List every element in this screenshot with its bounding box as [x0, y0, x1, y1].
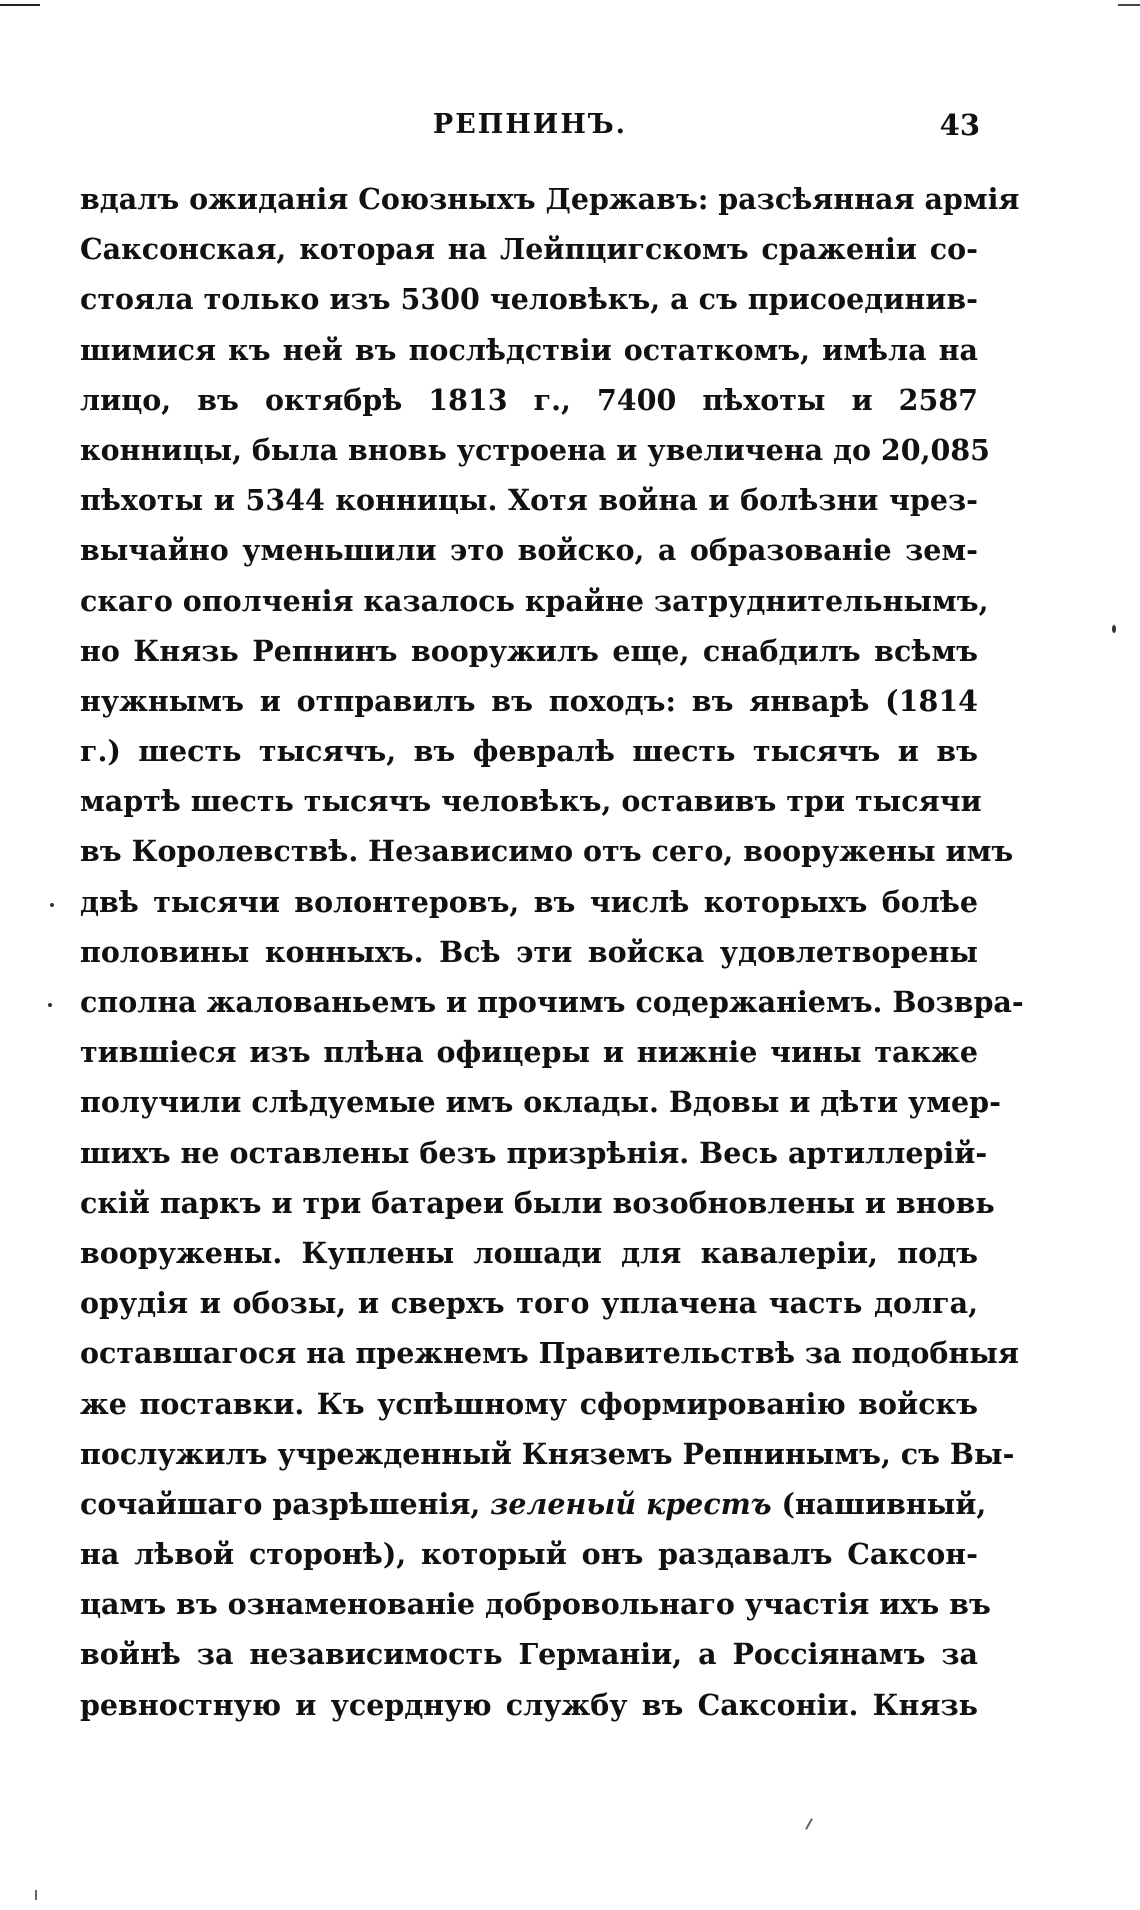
- text-line: мартѣ шесть тысячъ человѣкъ, оставивъ три тысячи: [80, 784, 982, 819]
- text-line: половины конныхъ. Всѣ эти войска удовлетворены: [80, 934, 978, 969]
- text-line: скаго ополченія казалось крайне затруднительнымъ,: [80, 583, 989, 618]
- scan-edge-mark-left: [0, 4, 40, 6]
- scan-mark: [35, 1890, 37, 1900]
- text-line: получили слѣдуемые имъ оклады. Вдовы и дѣти умер-: [80, 1085, 1001, 1120]
- text-line: цамъ въ ознаменованіе добровольнаго участія ихъ въ: [80, 1587, 991, 1622]
- scan-speck: [1112, 625, 1116, 633]
- text-line: въ Королевствѣ. Независимо отъ сего, вооружены имъ: [80, 834, 1014, 869]
- text-line: шимися къ ней въ послѣдствіи остаткомъ, имѣла на: [80, 332, 978, 367]
- text-line: оставшагося на прежнемъ Правительствѣ за подобныя: [80, 1336, 1019, 1371]
- text-line: двѣ тысячи волонтеровъ, въ числѣ которыхъ болѣе: [80, 884, 978, 919]
- text-line-with-italic: [80, 1479, 987, 1529]
- running-title: РЕПНИНЪ.: [432, 109, 628, 140]
- text-line: шихъ не оставлены безъ призрѣнія. Весь артиллерій-: [80, 1135, 988, 1170]
- text-line: сполна жалованьемъ и прочимъ содержаніемъ. Возвра-: [80, 985, 1024, 1019]
- text-line: же поставки. Къ успѣшному сформированію войскъ: [80, 1386, 978, 1421]
- scan-speck: [48, 1003, 52, 1007]
- text-line: скій паркъ и три батареи были возобновлены и вновь: [80, 1185, 995, 1220]
- running-head: [80, 105, 980, 145]
- body-text: [80, 174, 1024, 1730]
- italic-phrase: зеленый крестъ: [490, 1486, 772, 1521]
- text-line: орудія и обозы, и сверхъ того уплачена часть долга,: [80, 1286, 978, 1321]
- text-line: ревностную и усердную службу въ Саксоніи. Князь: [80, 1687, 978, 1722]
- scan-mark: [805, 1818, 813, 1829]
- text-line: тившіеся изъ плѣна офицеры и нижніе чины также: [80, 1035, 978, 1070]
- text-line: послужилъ учрежденный Княземъ Репнинымъ, съ Вы-: [80, 1436, 1015, 1471]
- text-line: конницы, была вновь устроена и увеличена до 20,085: [80, 432, 991, 467]
- text-line: стояла только изъ 5300 человѣкъ, а съ присоединив-: [80, 282, 978, 317]
- text-line: вооружены. Куплены лошади для кавалеріи, подъ: [80, 1235, 978, 1270]
- text-line: но Князь Репнинъ вооружилъ еще, снабдилъ всѣмъ: [80, 633, 978, 668]
- text-line: Саксонская, которая на Лейпцигскомъ сраженіи со-: [80, 232, 978, 267]
- text-line: на лѣвой сторонѣ), который онъ раздавалъ Саксон-: [80, 1537, 978, 1572]
- text-line: вдалъ ожиданія Союзныхъ Державъ: разсѣянная армія: [80, 182, 1020, 216]
- text-line: войнѣ за независимость Германіи, а Россіянамъ за: [80, 1637, 978, 1672]
- page-number: 43: [939, 108, 980, 142]
- text-line: вычайно уменьшили это войско, а образованіе зем-: [80, 533, 978, 568]
- text-line: нужнымъ и отправилъ въ походъ: въ январѣ (1814: [80, 683, 978, 718]
- text-line: лицо, въ октябрѣ 1813 г., 7400 пѣхоты и 2587: [80, 382, 978, 417]
- text-line: г.) шесть тысячъ, въ февралѣ шесть тысячъ и въ: [80, 734, 978, 769]
- text-fragment: (нашивный,: [781, 1486, 987, 1521]
- text-fragment: сочайшаго разрѣшенія,: [80, 1486, 481, 1521]
- scan-edge-mark-right: [1118, 4, 1140, 6]
- text-line: пѣхоты и 5344 конницы. Хотя война и болѣзни чрез-: [80, 483, 978, 518]
- scan-speck: [50, 903, 54, 907]
